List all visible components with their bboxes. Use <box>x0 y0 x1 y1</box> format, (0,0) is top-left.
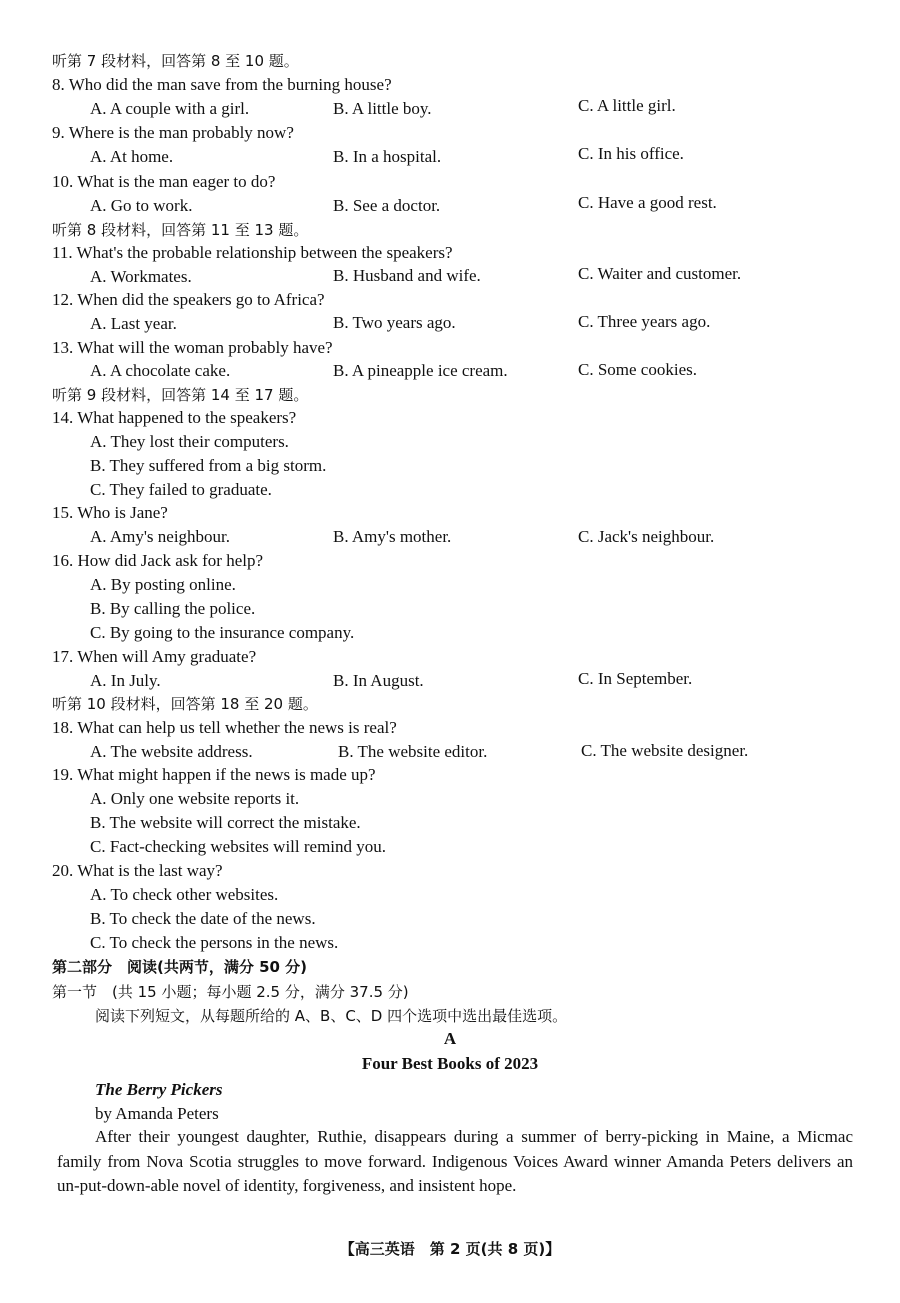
question-19-option-c: C. Fact-checking websites will remind you. <box>90 837 387 856</box>
section-1-heading: 第一节 (共 15 小题；每小题 2.5 分，满分 37.5 分) <box>52 983 409 1001</box>
question-17-option-a: A. In July. <box>90 671 161 690</box>
question-12-option-b: B. Two years ago. <box>333 313 456 332</box>
question-15-stem: 15. Who is Jane? <box>52 503 168 522</box>
question-13-option-b: B. A pineapple ice cream. <box>333 361 508 380</box>
question-8-option-b: B. A little boy. <box>333 99 432 118</box>
question-15-option-c: C. Jack's neighbour. <box>578 527 715 546</box>
question-9-option-c: C. In his office. <box>578 144 684 163</box>
reading-instruction: 阅读下列短文，从每题所给的 A、B、C、D 四个选项中选出最佳选项。 <box>95 1007 568 1025</box>
page-footer: 【高三英语 第 2 页(共 8 页)】 <box>339 1240 561 1258</box>
question-8-stem: 8. Who did the man save from the burning house? <box>52 75 392 94</box>
question-14-option-c: C. They failed to graduate. <box>90 480 272 499</box>
question-13-stem: 13. What will the woman probably have? <box>52 338 333 357</box>
question-18-stem: 18. What can help us tell whether the news is real? <box>52 718 397 737</box>
question-20-option-b: B. To check the date of the news. <box>90 909 316 928</box>
question-20-option-a: A. To check other websites. <box>90 885 279 904</box>
question-14-option-a: A. They lost their computers. <box>90 432 289 451</box>
question-11-option-c: C. Waiter and customer. <box>578 264 742 283</box>
question-12-option-a: A. Last year. <box>90 314 177 333</box>
book-1-description-text: After their youngest daughter, Ruthie, disappears during a summer of berry-picking in Maine, a Micmac family from Nova Scotia struggles to move forward. Indigenous Voices Award winner Amanda Peters delivers an un-put-down-able novel of identity, forgiveness, and insistent hope. <box>57 1127 853 1195</box>
question-8-option-c: C. A little girl. <box>578 96 676 115</box>
question-15-option-a: A. Amy's neighbour. <box>90 527 231 546</box>
question-10-option-a: A. Go to work. <box>90 196 193 215</box>
question-12-stem: 12. When did the speakers go to Africa? <box>52 290 325 309</box>
question-18-option-a: A. The website address. <box>90 742 253 761</box>
book-1-title: The Berry Pickers <box>95 1080 223 1099</box>
question-16-stem: 16. How did Jack ask for help? <box>52 551 264 570</box>
question-10-option-c: C. Have a good rest. <box>578 193 717 212</box>
question-19-option-a: A. Only one website reports it. <box>90 789 300 808</box>
question-13-option-a: A. A chocolate cake. <box>90 361 231 380</box>
part-2-heading: 第二部分 阅读(共两节，满分 50 分) <box>52 958 308 976</box>
question-16-option-a: A. By posting online. <box>90 575 236 594</box>
question-13-option-c: C. Some cookies. <box>578 360 697 379</box>
question-17-option-c: C. In September. <box>578 669 693 688</box>
book-1-description <box>57 1125 853 1199</box>
question-17-stem: 17. When will Amy graduate? <box>52 647 257 666</box>
segment-9-heading: 听第 9 段材料，回答第 14 至 17 题。 <box>52 386 309 404</box>
book-1-author: by Amanda Peters <box>95 1104 219 1123</box>
question-9-option-a: A. At home. <box>90 147 174 166</box>
question-14-option-b: B. They suffered from a big storm. <box>90 456 327 475</box>
question-17-option-b: B. In August. <box>333 671 424 690</box>
question-20-stem: 20. What is the last way? <box>52 861 223 880</box>
question-16-option-c: C. By going to the insurance company. <box>90 623 355 642</box>
question-12-option-c: C. Three years ago. <box>578 312 711 331</box>
question-11-stem: 11. What's the probable relationship between the speakers? <box>52 243 453 262</box>
segment-7-heading: 听第 7 段材料，回答第 8 至 10 题。 <box>52 52 299 70</box>
question-11-option-b: B. Husband and wife. <box>333 266 481 285</box>
passage-letter: A <box>443 1029 457 1048</box>
question-9-stem: 9. Where is the man probably now? <box>52 123 294 142</box>
question-19-stem: 19. What might happen if the news is made up? <box>52 765 376 784</box>
question-10-stem: 10. What is the man eager to do? <box>52 172 276 191</box>
question-14-stem: 14. What happened to the speakers? <box>52 408 297 427</box>
question-8-option-a: A. A couple with a girl. <box>90 99 250 118</box>
question-15-option-b: B. Amy's mother. <box>333 527 452 546</box>
question-20-option-c: C. To check the persons in the news. <box>90 933 339 952</box>
question-16-option-b: B. By calling the police. <box>90 599 256 618</box>
question-19-option-b: B. The website will correct the mistake. <box>90 813 361 832</box>
passage-title: Four Best Books of 2023 <box>361 1054 539 1073</box>
segment-8-heading: 听第 8 段材料，回答第 11 至 13 题。 <box>52 221 309 239</box>
question-10-option-b: B. See a doctor. <box>333 196 441 215</box>
question-18-option-c: C. The website designer. <box>581 741 749 760</box>
question-18-option-b: B. The website editor. <box>338 742 488 761</box>
segment-10-heading: 听第 10 段材料，回答第 18 至 20 题。 <box>52 695 318 713</box>
question-9-option-b: B. In a hospital. <box>333 147 442 166</box>
question-11-option-a: A. Workmates. <box>90 267 192 286</box>
